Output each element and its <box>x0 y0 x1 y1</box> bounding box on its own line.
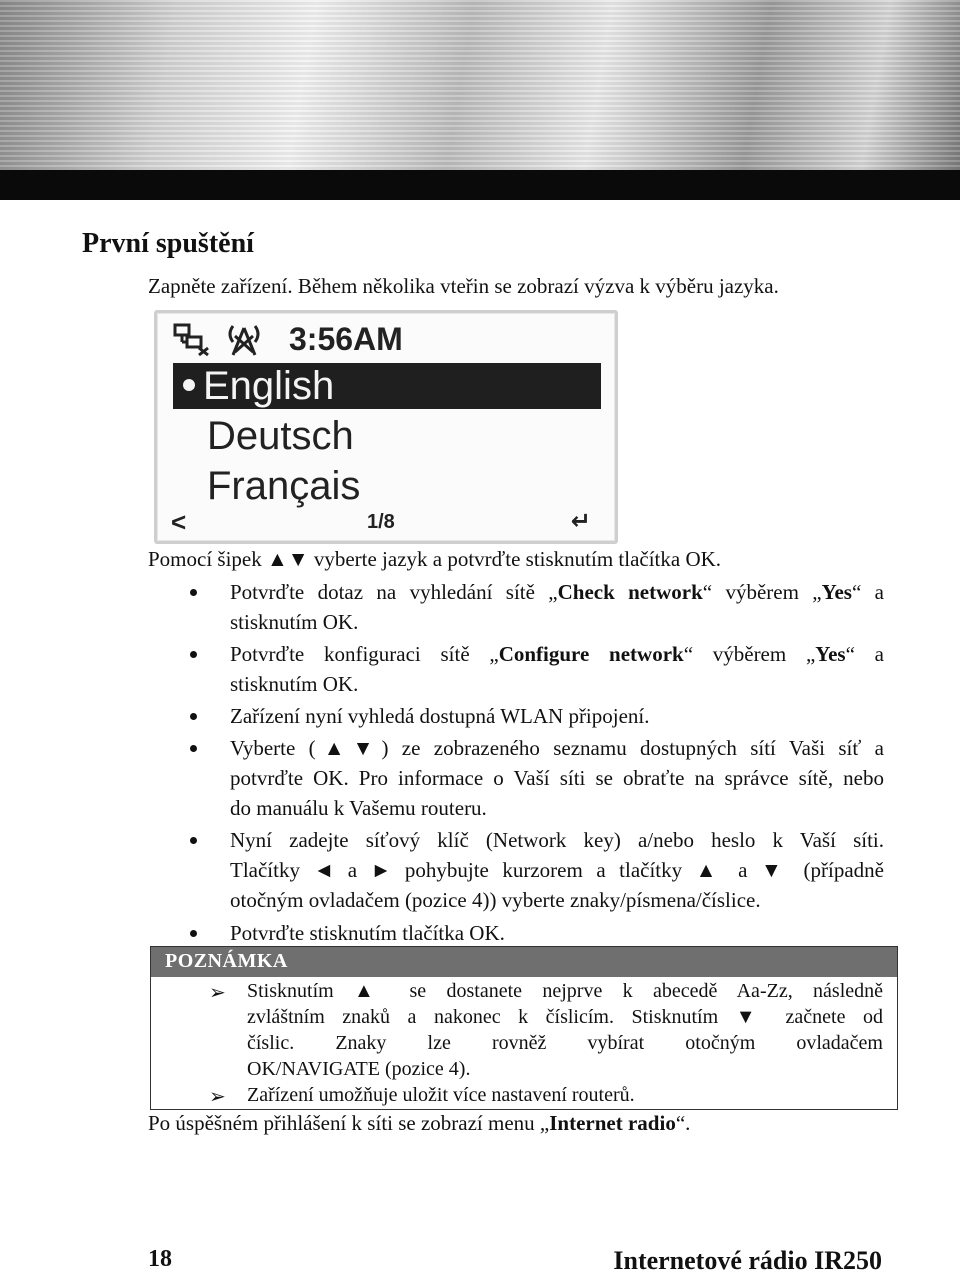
bullet-6-line-1: Potvrďte stisknutím tlačítka OK. <box>230 921 505 945</box>
lcd-page-indicator: 1/8 <box>367 511 395 533</box>
lcd-footer <box>171 507 603 535</box>
bullet-4-line-2: potvrďte OK. Pro informace o Vaší síti se obraťte na správce sítě, nebo <box>230 766 884 790</box>
step-intro: Pomocí šipek ▲▼ vyberte jazyk a potvrďte stisknutím tlačítka OK. <box>148 547 722 571</box>
note-item-1-line-3: číslic. Znaky lze rovněž vybírat otočným ovladačem <box>247 1032 883 1054</box>
bullet-5-line-3: otočným ovladačem (pozice 4)) vyberte znaky/písmena/číslice. <box>230 888 761 912</box>
lcd-item-english[interactable] <box>173 363 601 409</box>
section-title: První spuštění <box>82 228 254 259</box>
lcd-item-label: English <box>203 364 335 408</box>
lcd-item-francais[interactable] <box>173 463 601 509</box>
bullet-icon <box>190 589 197 596</box>
bullet-1-line-1: Potvrďte dotaz na vyhledání sítě „Check network“ výběrem „Yes“ a <box>230 580 884 604</box>
note-box <box>150 946 898 1110</box>
bullet-icon <box>190 930 197 937</box>
lcd-item-label: Deutsch <box>207 414 354 458</box>
enter-icon: ↵ <box>570 508 591 535</box>
bullet-4-line-3: do manuálu k Vašemu routeru. <box>230 796 487 820</box>
bullet-2-line-2: stisknutím OK. <box>230 672 359 696</box>
page-number: 18 <box>148 1246 172 1272</box>
footer-product-title: Internetové rádio IR250 <box>613 1246 882 1275</box>
arrow-bullet-icon: ➢ <box>209 982 226 1004</box>
header-band <box>0 0 960 170</box>
bullet-icon <box>190 745 197 752</box>
note-header <box>151 947 897 977</box>
lcd-time: 3:56AM <box>289 320 403 357</box>
lcd-item-label: Français <box>207 464 361 508</box>
note-item-1-line-4: OK/NAVIGATE (pozice 4). <box>247 1058 471 1080</box>
arrow-bullet-icon: ➢ <box>209 1086 226 1108</box>
bullet-5-line-1: Nyní zadejte síťový klíč (Network key) a/nebo heslo k Vaší síti. <box>230 828 884 852</box>
bullet-5-line-2: Tlačítky ◄ a ► pohybujte kurzorem a tlačítky ▲ a ▼ (případně <box>230 858 884 882</box>
note-title: POZNÁMKA <box>165 950 288 972</box>
selected-dot-icon <box>183 379 195 391</box>
back-arrow-icon: < <box>171 507 187 537</box>
bullet-icon <box>190 651 197 658</box>
signal-icon <box>225 322 263 356</box>
lcd-item-deutsch[interactable] <box>173 413 601 459</box>
bullet-2-line-1: Potvrďte konfiguraci sítě „Configure network“ výběrem „Yes“ a <box>230 642 884 666</box>
note-item-1-line-1: Stisknutím ▲ se dostanete nejprve k abecedě Aa-Zz, následně <box>247 980 883 1002</box>
header-bar <box>0 170 960 200</box>
note-item-1-line-2: zvláštním znaků a nakonec k číslicím. Stisknutím ▼ začnete od <box>247 1006 883 1028</box>
bullet-3-line-1: Zařízení nyní vyhledá dostupná WLAN připojení. <box>230 704 650 728</box>
bullet-icon <box>190 837 197 844</box>
note-item-2-line-1: Zařízení umožňuje uložit více nastavení routerů. <box>247 1084 635 1106</box>
lcd-display <box>154 310 618 544</box>
intro-text: Zapněte zařízení. Během několika vteřin se zobrazí výzva k výběru jazyka. <box>148 274 779 298</box>
lcd-status-bar <box>173 319 403 359</box>
bullet-1-line-2: stisknutím OK. <box>230 610 359 634</box>
final-text: Po úspěšném přihlášení k síti se zobrazí menu „Internet radio“. <box>148 1111 691 1135</box>
bullet-4-line-1: Vyberte (▲▼) ze zobrazeného seznamu dostupných sítí Vaši síť a <box>230 736 884 760</box>
bullet-icon <box>190 713 197 720</box>
network-icon <box>173 322 211 356</box>
